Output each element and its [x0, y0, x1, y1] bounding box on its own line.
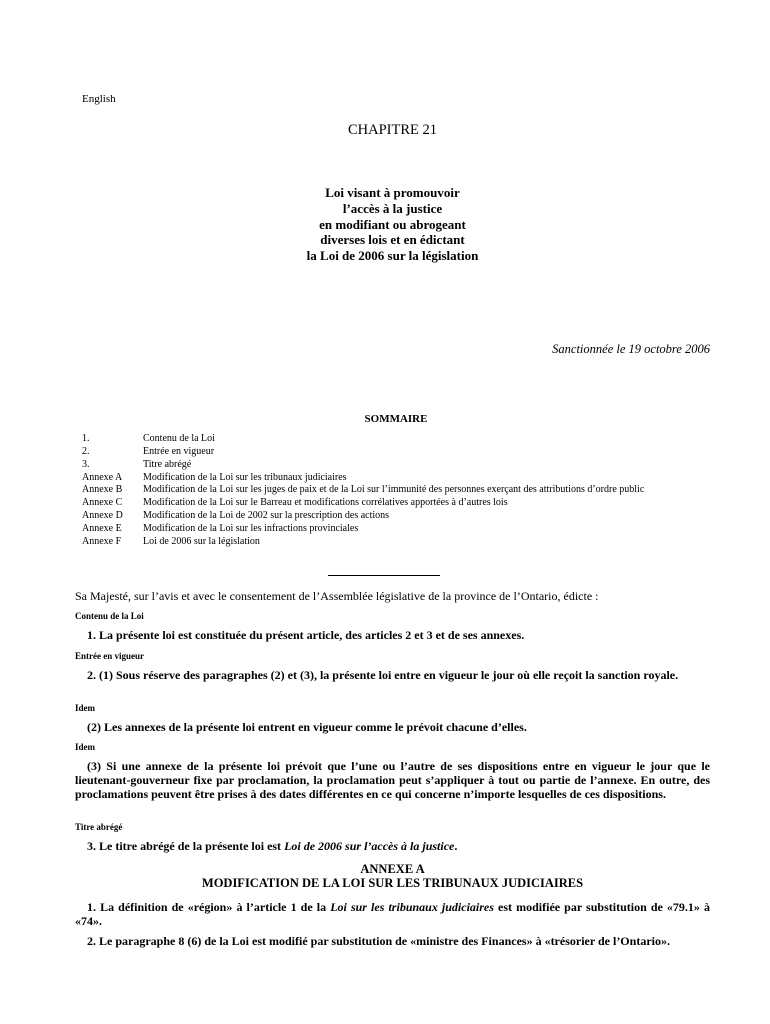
english-language-link[interactable]: English — [82, 93, 116, 105]
marginal-note: Titre abrégé — [75, 822, 123, 832]
act-title-line: diverses lois et en édictant — [320, 232, 465, 248]
summary-number: Annexe B — [82, 484, 123, 496]
summary-label: Contenu de la Loi — [143, 433, 215, 444]
summary-heading: SOMMAIRE — [364, 413, 428, 425]
act-title-line: Loi visant à promouvoir — [325, 185, 460, 200]
summary-row — [82, 472, 644, 485]
schedule-a-para-1 — [75, 900, 710, 928]
summary-row — [82, 510, 644, 523]
summary-row — [82, 523, 644, 536]
summary-row — [82, 459, 644, 472]
section-1-text: 1. La présente loi est constituée du présent article, des articles 2 et 3 et de ses annexes. — [87, 628, 525, 642]
chapter-number: CHAPITRE 21 — [347, 122, 438, 138]
summary-label: Modification de la Loi sur le Barreau et modifications corrélatives apportées à d’autres lois — [143, 497, 508, 509]
section-3-text — [75, 839, 710, 853]
marginal-note: Contenu de la Loi — [75, 611, 144, 621]
summary-row — [82, 497, 644, 510]
act-title — [0, 185, 770, 264]
marginal-note: Entrée en vigueur — [75, 651, 144, 661]
section-2-1-text: 2. (1) Sous réserve des paragraphes (2) et (3), la présente loi entre en vigueur le jour où elle reçoit la sanction royale. — [87, 668, 679, 682]
schedule-a-heading — [0, 862, 770, 890]
section-2-3-text: (3) Si une annexe de la présente loi prévoit que l’une ou l’autre de ses dispositions entre en vigueur le jour que le lieutenant-gouverneur fixe par proclamation, la proclamation peut s’appliquer à tout ou partie de l’annexe. En outre, des proclamations peuvent être prises à des dates différentes en ce qui concerne n’importe lesquelles de ces dispositions. — [75, 759, 710, 801]
summary-number: Annexe E — [82, 522, 122, 534]
schedule-a-para-1-end: est modifiée par substitution de «79.1» à «74». — [75, 900, 711, 928]
summary-number: Annexe C — [82, 497, 123, 509]
section-3-text-start: 3. Le titre abrégé de la présente loi est — [87, 839, 285, 853]
act-title-line: en modifiant ou abrogeant — [319, 216, 466, 232]
enacting-clause: Sa Majesté, sur l’avis et avec le consentement de l’Assemblée législative de la province de l’Ontario, édicte : — [75, 589, 599, 603]
schedule-a-label: ANNEXE A — [360, 862, 425, 876]
section-divider — [328, 575, 440, 576]
summary-label: Titre abrégé — [143, 458, 192, 470]
summary-row — [82, 484, 644, 497]
act-title-line: la Loi de 2006 sur la législation — [306, 248, 479, 264]
act-title-line: l’accès à la justice — [342, 200, 443, 216]
summary-number: Annexe D — [82, 510, 123, 522]
schedule-a-para-2: 2. Le paragraphe 8 (6) de la Loi est modifié par substitution de «ministre des Finances» à «trésorier de l’Ontario». — [87, 934, 670, 948]
summary-number: 3. — [82, 458, 90, 470]
royal-assent-date: Sanctionnée le 19 octobre 2006 — [552, 342, 710, 356]
summary-label: Modification de la Loi sur les juges de paix et de la Loi sur l’immunité des personnes exerçant des attributions d’ordre public — [143, 484, 645, 496]
schedule-a-para-1-start: 1. La définition de «région» à l’article 1 de la — [87, 900, 331, 914]
summary-row — [82, 446, 644, 459]
summary-row — [82, 536, 644, 549]
summary-label: Entrée en vigueur — [143, 445, 215, 457]
summary-number: Annexe F — [82, 535, 122, 547]
summary-table — [82, 433, 644, 549]
summary-row — [82, 433, 644, 446]
summary-number: Annexe A — [82, 471, 123, 483]
marginal-note: Idem — [75, 703, 95, 713]
short-title: Loi de 2006 sur l’accès à la justice — [284, 839, 455, 853]
summary-number: 1. — [82, 433, 90, 444]
act-name: Loi sur les tribunaux judiciaires — [330, 900, 494, 914]
section-2-2-text: (2) Les annexes de la présente loi entrent en vigueur comme le prévoit chacune d’elles. — [87, 720, 527, 734]
summary-label: Modification de la Loi de 2002 sur la prescription des actions — [143, 510, 390, 522]
section-3-text-end: . — [454, 839, 458, 853]
marginal-note: Idem — [75, 742, 95, 752]
schedule-a-title: MODIFICATION DE LA LOI SUR LES TRIBUNAUX JUDICIAIRES — [201, 876, 584, 890]
summary-label: Loi de 2006 sur la législation — [143, 535, 260, 547]
summary-label: Modification de la Loi sur les tribunaux judiciaires — [143, 471, 347, 483]
summary-number: 2. — [82, 445, 90, 457]
summary-label: Modification de la Loi sur les infractions provinciales — [143, 522, 359, 534]
